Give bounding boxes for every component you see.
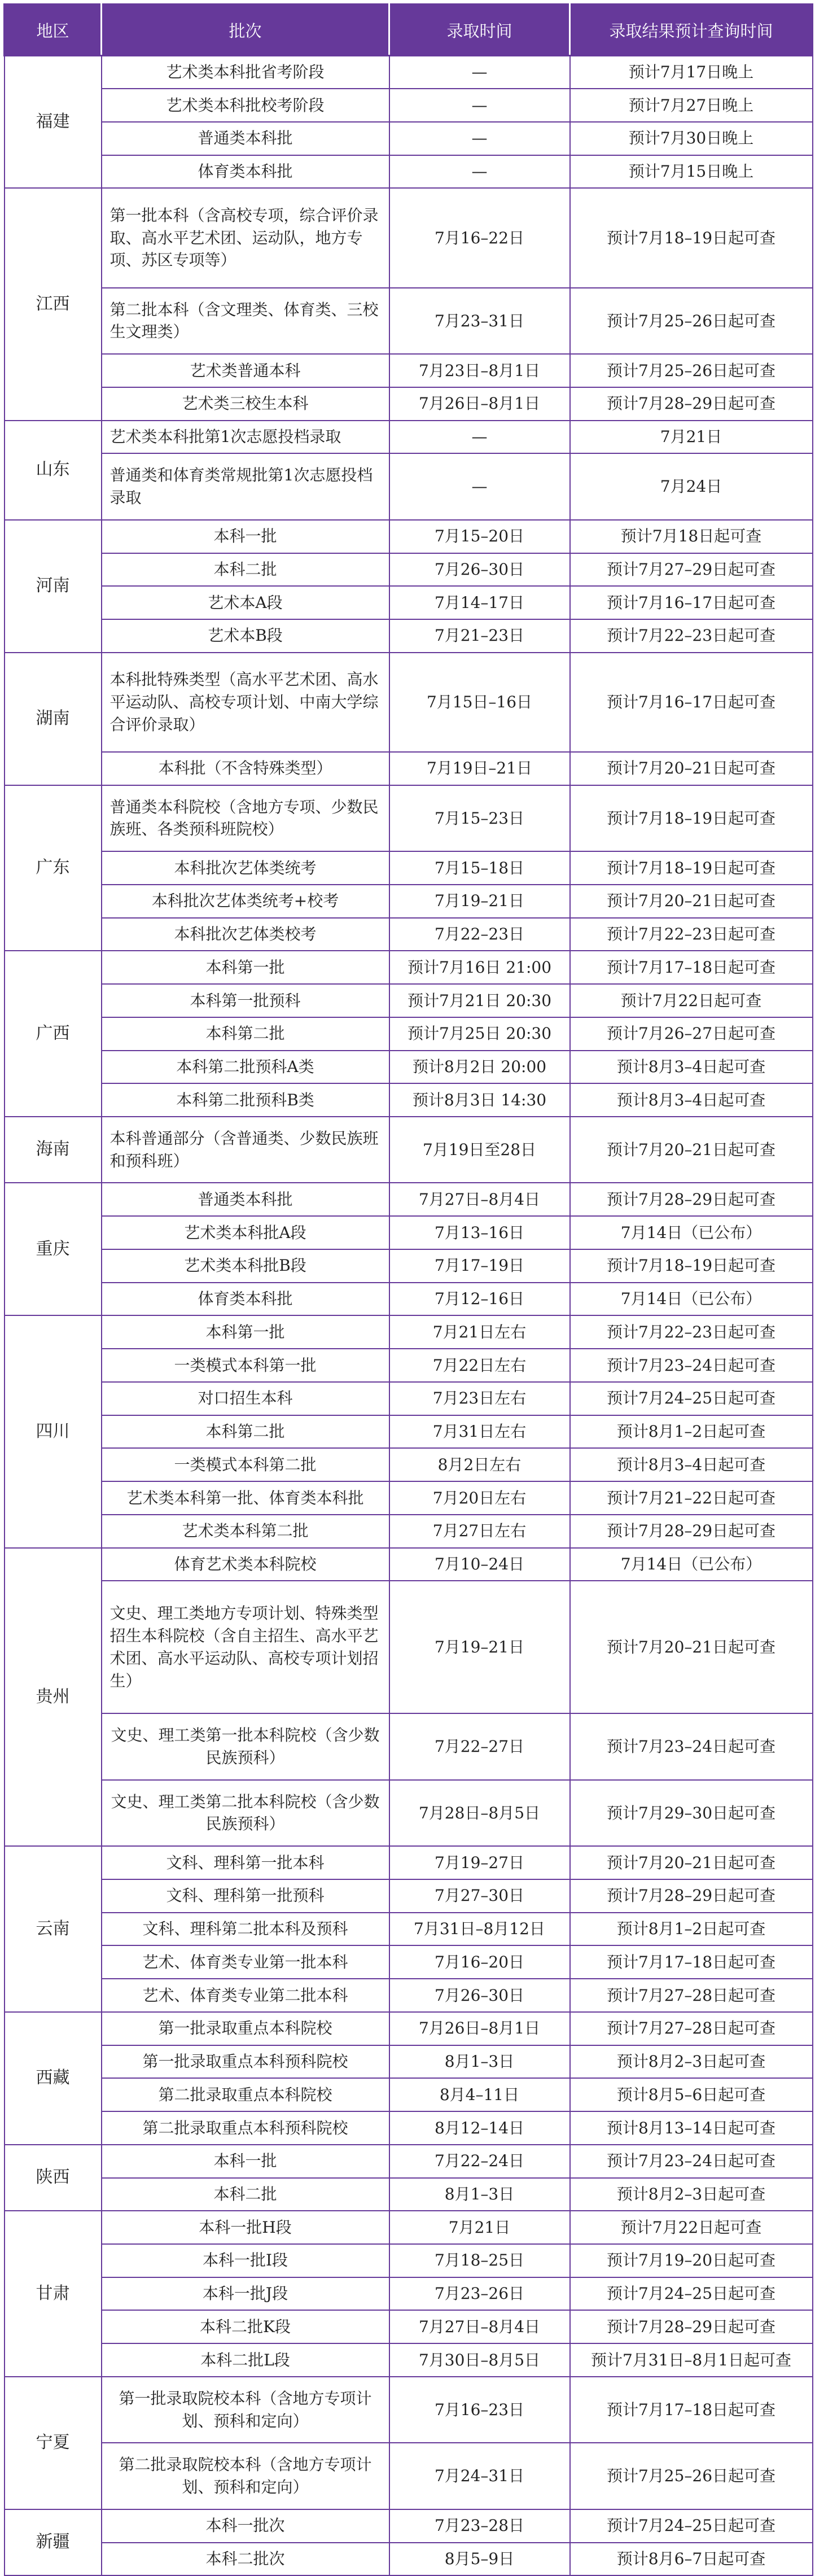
table-body xyxy=(5,56,813,2576)
query-time-cell: 预计8月3–4日起可查 xyxy=(570,1448,813,1481)
table-row xyxy=(5,1713,813,1779)
table-row xyxy=(5,1448,813,1481)
query-time-cell: 预计7月30日晚上 xyxy=(570,122,813,155)
admission-time-cell: 预计7月16日 21:00 xyxy=(389,951,570,984)
query-time-cell: 预计7月17日晚上 xyxy=(570,56,813,89)
query-time-cell: 预计7月22–23日起可查 xyxy=(570,619,813,653)
batch-cell: 本科批（不含特殊类型） xyxy=(102,752,389,785)
query-time-cell: 预计8月6–7日起可查 xyxy=(570,2543,813,2576)
batch-cell: 第一批本科（含高校专项，综合评价录取、高水平艺术团、运动队，地方专项、苏区专项等） xyxy=(102,188,389,287)
table-row xyxy=(5,1083,813,1117)
admission-time-cell: 7月20日左右 xyxy=(389,1481,570,1515)
table-row xyxy=(5,1017,813,1051)
table-row xyxy=(5,1382,813,1415)
table-row xyxy=(5,421,813,454)
query-time-cell: 预计7月16–17日起可查 xyxy=(570,653,813,752)
query-time-cell: 预计7月23–24日起可查 xyxy=(570,1713,813,1779)
admission-time-cell: 7月26–30日 xyxy=(389,553,570,587)
batch-cell: 艺术类本科批第1次志愿投档录取 xyxy=(102,421,389,454)
header-batch: 批次 xyxy=(102,5,389,56)
batch-cell: 艺术类本科第一批、体育类本科批 xyxy=(102,1481,389,1515)
batch-cell: 本科第二批 xyxy=(102,1017,389,1051)
batch-cell: 普通类本科批 xyxy=(102,1183,389,1216)
header-query-time: 录取结果预计查询时间 xyxy=(570,5,813,56)
batch-cell: 普通类和体育类常规批第1次志愿投档录取 xyxy=(102,453,389,519)
table-row xyxy=(5,520,813,553)
admission-time-cell: 7月23日–8月1日 xyxy=(389,354,570,387)
table-row xyxy=(5,1780,813,1846)
table-row xyxy=(5,2012,813,2045)
batch-cell: 本科第二批预科B类 xyxy=(102,1083,389,1117)
batch-cell: 本科批次艺体类校考 xyxy=(102,918,389,951)
table-row xyxy=(5,1548,813,1581)
batch-cell: 普通类本科院校（含地方专项、少数民族班、各类预科班院校） xyxy=(102,785,389,851)
query-time-cell: 预计7月18–19日起可查 xyxy=(570,851,813,885)
batch-cell: 第二批录取重点本科预科院校 xyxy=(102,2111,389,2145)
admission-time-cell: 7月19–21日 xyxy=(389,1581,570,1713)
region-cell: 海南 xyxy=(5,1117,102,1183)
table-row xyxy=(5,1216,813,1249)
query-time-cell: 预计7月26–27日起可查 xyxy=(570,1017,813,1051)
batch-cell: 文史、理工类第一批本科院校（含少数民族预科） xyxy=(102,1713,389,1779)
admission-time-cell: 7月30日–8月5日 xyxy=(389,2343,570,2377)
table-row xyxy=(5,1913,813,1946)
query-time-cell: 预计8月3–4日起可查 xyxy=(570,1051,813,1084)
admission-time-cell: 7月12–16日 xyxy=(389,1283,570,1316)
batch-cell: 文科、理科第二批本科及预科 xyxy=(102,1913,389,1946)
table-row xyxy=(5,984,813,1017)
query-time-cell: 7月14日（已公布） xyxy=(570,1216,813,1249)
admission-time-cell: 7月13–16日 xyxy=(389,1216,570,1249)
batch-cell: 艺术类本科第二批 xyxy=(102,1515,389,1548)
batch-cell: 艺术类本科批A段 xyxy=(102,1216,389,1249)
batch-cell: 本科批次艺体类统考+校考 xyxy=(102,885,389,918)
region-cell: 广东 xyxy=(5,785,102,951)
admission-time-cell: 7月15日–16日 xyxy=(389,653,570,752)
batch-cell: 普通类本科批 xyxy=(102,122,389,155)
query-time-cell: 预计7月24–25日起可查 xyxy=(570,2509,813,2543)
admission-time-cell: 7月24–31日 xyxy=(389,2443,570,2509)
table-row xyxy=(5,2310,813,2343)
admission-time-cell: 7月23–28日 xyxy=(389,2509,570,2543)
batch-cell: 对口招生本科 xyxy=(102,1382,389,1415)
query-time-cell: 预计7月28–29日起可查 xyxy=(570,1879,813,1913)
table-row xyxy=(5,155,813,189)
admission-time-cell: 预计7月21日 20:30 xyxy=(389,984,570,1017)
query-time-cell: 预计7月31日–8月1日起可查 xyxy=(570,2343,813,2377)
batch-cell: 文科、理科第一批预科 xyxy=(102,1879,389,1913)
batch-cell: 一类模式本科第二批 xyxy=(102,1448,389,1481)
query-time-cell: 预计7月22–23日起可查 xyxy=(570,918,813,951)
region-cell: 陕西 xyxy=(5,2145,102,2211)
table-row xyxy=(5,1349,813,1382)
table-row xyxy=(5,2178,813,2211)
admission-time-cell: 7月19–21日 xyxy=(389,885,570,918)
region-cell: 福建 xyxy=(5,56,102,189)
table-row xyxy=(5,2244,813,2277)
batch-cell: 艺术类本科批省考阶段 xyxy=(102,56,389,89)
table-row xyxy=(5,1051,813,1084)
admission-time-cell: 7月27日左右 xyxy=(389,1515,570,1548)
batch-cell: 本科第一批 xyxy=(102,951,389,984)
batch-cell: 本科二批 xyxy=(102,2178,389,2211)
table-row xyxy=(5,453,813,519)
admission-time-cell: 7月21日左右 xyxy=(389,1315,570,1349)
admission-time-cell: 7月31日–8月12日 xyxy=(389,1913,570,1946)
table-row xyxy=(5,1581,813,1713)
table-row xyxy=(5,1846,813,1879)
admission-time-cell: — xyxy=(389,89,570,122)
admission-time-cell: 8月4–11日 xyxy=(389,2078,570,2111)
admission-time-cell: — xyxy=(389,421,570,454)
batch-cell: 艺术类三校生本科 xyxy=(102,387,389,421)
admission-time-cell: 7月27–30日 xyxy=(389,1879,570,1913)
query-time-cell: 预计7月19–20日起可查 xyxy=(570,2244,813,2277)
query-time-cell: 预计7月15日晚上 xyxy=(570,155,813,189)
query-time-cell: 预计8月2–3日起可查 xyxy=(570,2045,813,2079)
batch-cell: 第一批录取重点本科院校 xyxy=(102,2012,389,2045)
query-time-cell: 预计7月27–28日起可查 xyxy=(570,2012,813,2045)
table-row xyxy=(5,2509,813,2543)
table-row xyxy=(5,2145,813,2178)
admission-time-cell: 7月16–23日 xyxy=(389,2377,570,2443)
admission-time-cell: 7月10–24日 xyxy=(389,1548,570,1581)
batch-cell: 本科一批 xyxy=(102,520,389,553)
query-time-cell: 预计7月25–26日起可查 xyxy=(570,354,813,387)
batch-cell: 本科批次艺体类统考 xyxy=(102,851,389,885)
admission-time-cell: 7月21–23日 xyxy=(389,619,570,653)
query-time-cell: 预计8月2–3日起可查 xyxy=(570,2178,813,2211)
table-row xyxy=(5,122,813,155)
query-time-cell: 预计7月24–25日起可查 xyxy=(570,2277,813,2311)
query-time-cell: 预计7月22日起可查 xyxy=(570,2211,813,2244)
table-row xyxy=(5,1879,813,1913)
table-row xyxy=(5,553,813,587)
batch-cell: 第二批录取院校本科（含地方专项计划、预科和定向） xyxy=(102,2443,389,2509)
query-time-cell: 预计7月17–18日起可查 xyxy=(570,1945,813,1979)
query-time-cell: 预计7月28–29日起可查 xyxy=(570,1515,813,1548)
batch-cell: 本科一批 xyxy=(102,2145,389,2178)
admission-schedule-table xyxy=(3,3,813,2576)
admission-time-cell: 7月15–20日 xyxy=(389,520,570,553)
table-row xyxy=(5,1515,813,1548)
admission-time-cell: — xyxy=(389,122,570,155)
batch-cell: 本科二批次 xyxy=(102,2543,389,2576)
table-row xyxy=(5,2277,813,2311)
admission-time-cell: 7月21日 xyxy=(389,2211,570,2244)
query-time-cell: 预计7月25–26日起可查 xyxy=(570,2443,813,2509)
admission-time-cell: 7月26日–8月1日 xyxy=(389,387,570,421)
batch-cell: 文史、理工类第二批本科院校（含少数民族预科） xyxy=(102,1780,389,1846)
table-row xyxy=(5,752,813,785)
batch-cell: 艺术类本科批校考阶段 xyxy=(102,89,389,122)
admission-time-cell: 7月17–19日 xyxy=(389,1249,570,1283)
admission-time-cell: 7月22–23日 xyxy=(389,918,570,951)
batch-cell: 文科、理科第一批本科 xyxy=(102,1846,389,1879)
batch-cell: 文史、理工类地方专项计划、特殊类型招生本科院校（含自主招生、高水平艺术团、高水平运动队、高校专项计划招生） xyxy=(102,1581,389,1713)
query-time-cell: 预计7月22日起可查 xyxy=(570,984,813,1017)
query-time-cell: 预计7月16–17日起可查 xyxy=(570,586,813,619)
query-time-cell: 预计7月22–23日起可查 xyxy=(570,1315,813,1349)
table-row xyxy=(5,2211,813,2244)
batch-cell: 本科一批I段 xyxy=(102,2244,389,2277)
query-time-cell: 预计7月25–26日起可查 xyxy=(570,288,813,354)
admission-time-cell: 7月23–31日 xyxy=(389,288,570,354)
admission-time-cell: 预计7月25日 20:30 xyxy=(389,1017,570,1051)
region-cell: 河南 xyxy=(5,520,102,653)
table-row xyxy=(5,2343,813,2377)
query-time-cell: 预计7月18–19日起可查 xyxy=(570,785,813,851)
region-cell: 江西 xyxy=(5,188,102,420)
admission-time-cell: 7月27日–8月4日 xyxy=(389,2310,570,2343)
query-time-cell: 预计7月17–18日起可查 xyxy=(570,2377,813,2443)
admission-time-cell: — xyxy=(389,56,570,89)
table-row xyxy=(5,56,813,89)
batch-cell: 艺术、体育类专业第二批本科 xyxy=(102,1979,389,2012)
query-time-cell: 预计7月27–29日起可查 xyxy=(570,553,813,587)
table-row xyxy=(5,2377,813,2443)
admission-time-cell: 7月14–17日 xyxy=(389,586,570,619)
region-cell: 四川 xyxy=(5,1315,102,1547)
region-cell: 宁夏 xyxy=(5,2377,102,2509)
admission-time-cell: 预计8月3日 14:30 xyxy=(389,1083,570,1117)
table-row xyxy=(5,1315,813,1349)
batch-cell: 艺术类普通本科 xyxy=(102,354,389,387)
batch-cell: 本科一批H段 xyxy=(102,2211,389,2244)
admission-time-cell: 7月19–27日 xyxy=(389,1846,570,1879)
table-row xyxy=(5,653,813,752)
query-time-cell: 7月21日 xyxy=(570,421,813,454)
admission-time-cell: 7月15–18日 xyxy=(389,851,570,885)
admission-time-cell: 7月19日至28日 xyxy=(389,1117,570,1183)
table-row xyxy=(5,354,813,387)
query-time-cell: 7月24日 xyxy=(570,453,813,519)
header-row xyxy=(5,5,813,56)
query-time-cell: 预计7月20–21日起可查 xyxy=(570,1117,813,1183)
table-row xyxy=(5,2045,813,2079)
admission-time-cell: 7月23–26日 xyxy=(389,2277,570,2311)
batch-cell: 本科第一批预科 xyxy=(102,984,389,1017)
admission-time-cell: 8月1–3日 xyxy=(389,2178,570,2211)
query-time-cell: 预计8月13–14日起可查 xyxy=(570,2111,813,2145)
batch-cell: 第二批本科（含文理类、体育类、三校生文理类） xyxy=(102,288,389,354)
table-row xyxy=(5,2078,813,2111)
query-time-cell: 预计8月5–6日起可查 xyxy=(570,2078,813,2111)
table-row xyxy=(5,1481,813,1515)
admission-time-cell: 7月23日左右 xyxy=(389,1382,570,1415)
batch-cell: 体育类本科批 xyxy=(102,155,389,189)
region-cell: 西藏 xyxy=(5,2012,102,2145)
batch-cell: 第二批录取重点本科院校 xyxy=(102,2078,389,2111)
query-time-cell: 预计7月28–29日起可查 xyxy=(570,2310,813,2343)
table-row xyxy=(5,1415,813,1449)
query-time-cell: 预计7月24–25日起可查 xyxy=(570,1382,813,1415)
query-time-cell: 预计7月23–24日起可查 xyxy=(570,2145,813,2178)
region-cell: 广西 xyxy=(5,951,102,1117)
query-time-cell: 预计7月29–30日起可查 xyxy=(570,1780,813,1846)
query-time-cell: 预计7月18日起可查 xyxy=(570,520,813,553)
query-time-cell: 预计7月27日晚上 xyxy=(570,89,813,122)
table-row xyxy=(5,1183,813,1216)
query-time-cell: 预计7月20–21日起可查 xyxy=(570,885,813,918)
batch-cell: 本科二批K段 xyxy=(102,2310,389,2343)
table-row xyxy=(5,1979,813,2012)
batch-cell: 本科普通部分（含普通类、少数民族班和预科班） xyxy=(102,1117,389,1183)
admission-time-cell: 7月16–20日 xyxy=(389,1945,570,1979)
query-time-cell: 预计7月28–29日起可查 xyxy=(570,387,813,421)
admission-time-cell: 7月26日–8月1日 xyxy=(389,2012,570,2045)
query-time-cell: 预计8月1–2日起可查 xyxy=(570,1415,813,1449)
table-row xyxy=(5,918,813,951)
batch-cell: 本科二批 xyxy=(102,553,389,587)
batch-cell: 本科一批J段 xyxy=(102,2277,389,2311)
admission-time-cell: 7月16–22日 xyxy=(389,188,570,287)
table-row xyxy=(5,2543,813,2576)
table-row xyxy=(5,586,813,619)
region-cell: 重庆 xyxy=(5,1183,102,1315)
admission-time-cell: 8月12–14日 xyxy=(389,2111,570,2145)
batch-cell: 本科批特殊类型（高水平艺术团、高水平运动队、高校专项计划、中南大学综合评价录取） xyxy=(102,653,389,752)
table-row xyxy=(5,1117,813,1183)
batch-cell: 艺术、体育类专业第一批本科 xyxy=(102,1945,389,1979)
table-row xyxy=(5,2111,813,2145)
admission-time-cell: 7月15–23日 xyxy=(389,785,570,851)
admission-time-cell: 7月19日–21日 xyxy=(389,752,570,785)
region-cell: 云南 xyxy=(5,1846,102,2012)
batch-cell: 第一批录取院校本科（含地方专项计划、预科和定向） xyxy=(102,2377,389,2443)
region-cell: 山东 xyxy=(5,421,102,520)
table-row xyxy=(5,387,813,421)
admission-time-cell: 8月1–3日 xyxy=(389,2045,570,2079)
admission-time-cell: 7月18–25日 xyxy=(389,2244,570,2277)
region-cell: 湖南 xyxy=(5,653,102,785)
header-region: 地区 xyxy=(5,5,102,56)
query-time-cell: 预计7月20–21日起可查 xyxy=(570,752,813,785)
table-row xyxy=(5,1945,813,1979)
table-row xyxy=(5,885,813,918)
query-time-cell: 预计7月20–21日起可查 xyxy=(570,1846,813,1879)
table-row xyxy=(5,851,813,885)
header-admission-time: 录取时间 xyxy=(389,5,570,56)
admission-time-cell: 预计8月2日 20:00 xyxy=(389,1051,570,1084)
table-row xyxy=(5,2443,813,2509)
batch-cell: 一类模式本科第一批 xyxy=(102,1349,389,1382)
batch-cell: 体育艺术类本科院校 xyxy=(102,1548,389,1581)
admission-time-cell: 7月22–27日 xyxy=(389,1713,570,1779)
query-time-cell: 预计8月1–2日起可查 xyxy=(570,1913,813,1946)
admission-time-cell: 7月22日左右 xyxy=(389,1349,570,1382)
table-row xyxy=(5,89,813,122)
batch-cell: 本科第一批 xyxy=(102,1315,389,1349)
batch-cell: 艺术类本科批B段 xyxy=(102,1249,389,1283)
query-time-cell: 预计7月23–24日起可查 xyxy=(570,1349,813,1382)
admission-time-cell: 7月31日左右 xyxy=(389,1415,570,1449)
batch-cell: 本科第二批预科A类 xyxy=(102,1051,389,1084)
query-time-cell: 预计7月18–19日起可查 xyxy=(570,1249,813,1283)
query-time-cell: 7月14日（已公布） xyxy=(570,1283,813,1316)
query-time-cell: 预计7月20–21日起可查 xyxy=(570,1581,813,1713)
batch-cell: 本科二批L段 xyxy=(102,2343,389,2377)
batch-cell: 本科第二批 xyxy=(102,1415,389,1449)
query-time-cell: 预计7月18–19日起可查 xyxy=(570,188,813,287)
table-row xyxy=(5,951,813,984)
table-row xyxy=(5,785,813,851)
batch-cell: 艺术本B段 xyxy=(102,619,389,653)
query-time-cell: 预计7月21–22日起可查 xyxy=(570,1481,813,1515)
admission-time-cell: 7月26–30日 xyxy=(389,1979,570,2012)
admission-time-cell: 7月28日–8月5日 xyxy=(389,1780,570,1846)
region-cell: 新疆 xyxy=(5,2509,102,2575)
admission-time-cell: 8月2日左右 xyxy=(389,1448,570,1481)
table-row xyxy=(5,288,813,354)
batch-cell: 本科一批次 xyxy=(102,2509,389,2543)
batch-cell: 体育类本科批 xyxy=(102,1283,389,1316)
query-time-cell: 预计7月17–18日起可查 xyxy=(570,951,813,984)
region-cell: 甘肃 xyxy=(5,2211,102,2377)
query-time-cell: 预计7月28–29日起可查 xyxy=(570,1183,813,1216)
table-row xyxy=(5,619,813,653)
admission-time-cell: 7月22–24日 xyxy=(389,2145,570,2178)
admission-time-cell: — xyxy=(389,155,570,189)
batch-cell: 艺术本A段 xyxy=(102,586,389,619)
admission-time-cell: 7月27日–8月4日 xyxy=(389,1183,570,1216)
query-time-cell: 预计7月27–28日起可查 xyxy=(570,1979,813,2012)
admission-time-cell: — xyxy=(389,453,570,519)
admission-time-cell: 8月5–9日 xyxy=(389,2543,570,2576)
batch-cell: 第一批录取重点本科预科院校 xyxy=(102,2045,389,2079)
table-row xyxy=(5,1249,813,1283)
table-row xyxy=(5,1283,813,1316)
table-row xyxy=(5,188,813,287)
query-time-cell: 预计8月3–4日起可查 xyxy=(570,1083,813,1117)
query-time-cell: 7月14日（已公布） xyxy=(570,1548,813,1581)
region-cell: 贵州 xyxy=(5,1548,102,1847)
